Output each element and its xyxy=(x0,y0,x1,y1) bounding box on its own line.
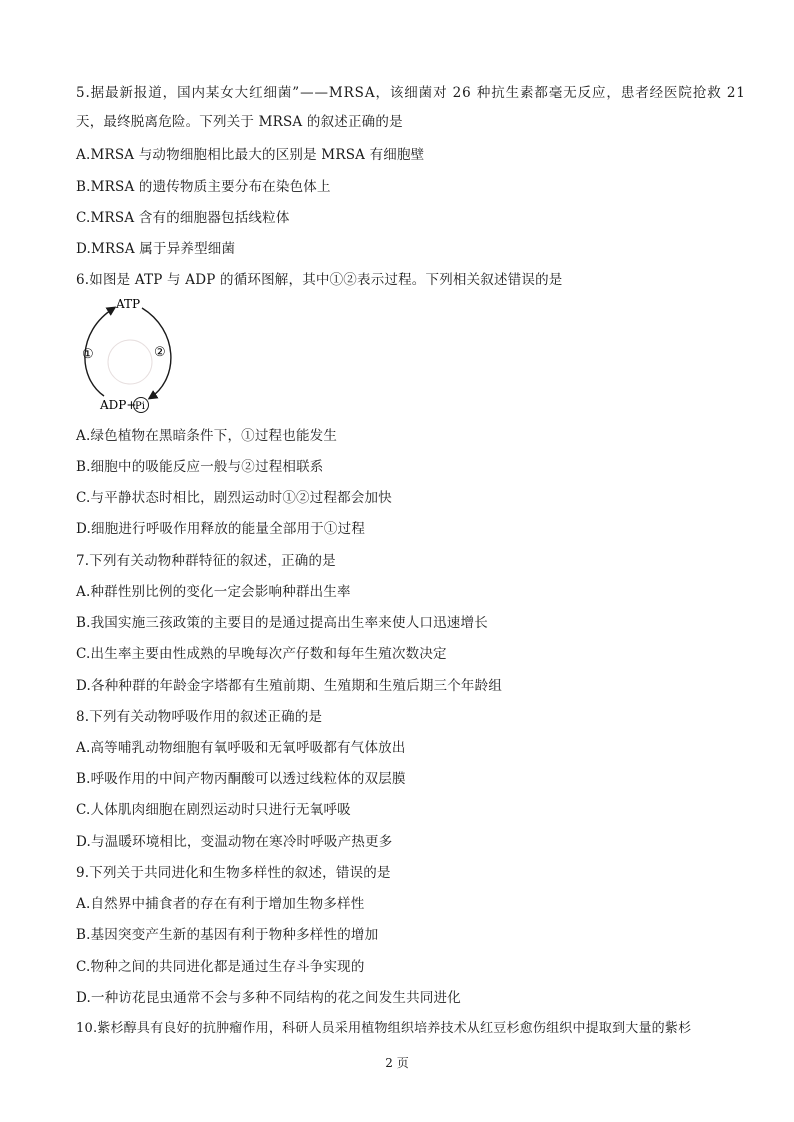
atp-adp-cycle-diagram xyxy=(74,292,184,414)
q8-option-c: C.人体肌肉细胞在剧烈运动时只进行无氧呼吸 xyxy=(76,802,351,818)
q9-option-b: B.基因突变产生新的基因有利于物种多样性的增加 xyxy=(76,927,379,943)
q6-option-c: C.与平静状态时相比，剧烈运动时①②过程都会加快 xyxy=(76,490,392,506)
q5-option-a: A.MRSA 与动物细胞相比最大的区别是 MRSA 有细胞壁 xyxy=(76,147,425,163)
q8-option-a: A.高等哺乳动物细胞有氧呼吸和无氧呼吸都有气体放出 xyxy=(76,740,406,756)
q9-option-c: C.物种之间的共同进化都是通过生存斗争实现的 xyxy=(76,959,365,975)
pi-label: Pi xyxy=(135,401,145,412)
q7-option-a: A.种群性别比例的变化一定会影响种群出生率 xyxy=(76,584,351,600)
page-number: 2 页 xyxy=(385,1056,409,1070)
q8-option-b: B.呼吸作用的中间产物丙酮酸可以透过线粒体的双层膜 xyxy=(76,771,406,787)
q6-option-d: D.细胞进行呼吸作用释放的能量全部用于①过程 xyxy=(76,521,366,537)
q8-stem: 8.下列有关动物呼吸作用的叙述正确的是 xyxy=(76,709,323,725)
q9-option-a: A.自然界中捕食者的存在有利于增加生物多样性 xyxy=(76,896,365,912)
q10-stem: 10.紫杉醇具有良好的抗肿瘤作用，科研人员采用植物组织培养技术从红豆杉愈伤组织中提取到大量的紫杉 xyxy=(76,1021,692,1036)
q5-option-b: B.MRSA 的遗传物质主要分布在染色体上 xyxy=(76,179,331,195)
q7-option-d: D.各种种群的年龄金字塔都有生殖前期、生殖期和生殖后期三个年龄组 xyxy=(76,678,503,694)
q6-option-b: B.细胞中的吸能反应一般与②过程相联系 xyxy=(76,459,324,475)
process-2-label: ② xyxy=(154,345,166,360)
q9-option-d: D.一种访花昆虫通常不会与多种不同结构的花之间发生共同进化 xyxy=(76,990,461,1006)
q5-stem-line-2: 天，最终脱离危险。下列关于 MRSA 的叙述正确的是 xyxy=(76,114,403,130)
process-1-label: ① xyxy=(82,347,94,362)
q5-option-c: C.MRSA 含有的细胞器包括线粒体 xyxy=(76,210,290,226)
adp-label: ADP+ xyxy=(100,398,137,412)
q6-stem: 6.如图是 ATP 与 ADP 的循环图解，其中①②表示过程。下列相关叙述错误的是 xyxy=(76,272,563,288)
q5-option-d: D.MRSA 属于异养型细菌 xyxy=(76,241,236,257)
q7-option-c: C.出生率主要由性成熟的早晚每次产仔数和每年生殖次数决定 xyxy=(76,646,447,662)
q8-option-d: D.与温暖环境相比，变温动物在寒冷时呼吸产热更多 xyxy=(76,834,393,850)
cycle-svg xyxy=(74,292,184,414)
atp-label: ATP xyxy=(116,297,141,311)
q7-option-b: B.我国实施三孩政策的主要目的是通过提高出生率来使人口迅速增长 xyxy=(76,615,488,631)
watermark-stamp-icon xyxy=(108,340,152,384)
q9-stem: 9.下列关于共同进化和生物多样性的叙述，错误的是 xyxy=(76,865,391,881)
q7-stem: 7.下列有关动物种群特征的叙述，正确的是 xyxy=(76,553,336,569)
q6-option-a: A.绿色植物在黑暗条件下，①过程也能发生 xyxy=(76,428,338,444)
q5-stem-line-1: 5.据最新报道，国内某女大红细菌”——MRSA，该细菌对 26 种抗生素都毫无反应，患者经医院抢救 21 xyxy=(76,85,746,101)
